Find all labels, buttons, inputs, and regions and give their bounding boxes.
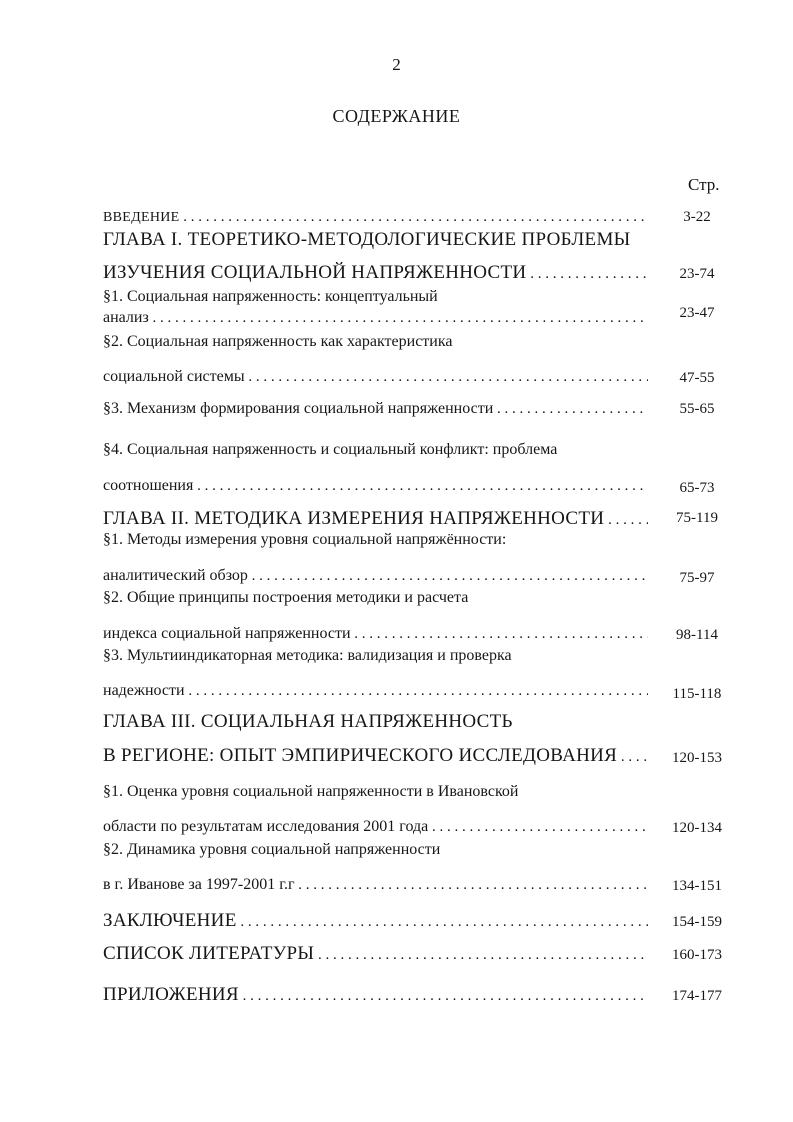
page-title: СОДЕРЖАНИЕ (332, 106, 461, 126)
toc-ch2-s2-pages: 98-114 (676, 627, 718, 643)
toc-appendices-pages: 174-177 (672, 988, 722, 1004)
toc-chapter3-pages: 120-153 (672, 750, 722, 766)
toc-ch1-s2-line2: социальной системы . . . (103, 368, 648, 386)
toc-ch3-s2-pages: 134-151 (672, 878, 722, 894)
toc-ch1-s4-pages: 65-73 (679, 480, 715, 496)
toc-ch1-s1-line2: анализ . . . (103, 309, 648, 327)
toc-ch3-s2-line2: в г. Иванове за 1997-2001 г.г . . . (103, 876, 648, 894)
toc-ch3-s2-line1: §2. Динамика уровня социальной напряженности (103, 841, 441, 858)
toc-ch2-s1-line2: аналитический обзор . . . (103, 567, 648, 585)
page-number: 2 (392, 55, 401, 74)
toc-ch1-s1-line1: §1. Социальная напряженность: концептуальный (103, 288, 438, 305)
toc-ch2-s2-line1: §2. Общие принципы построения методики и расчета (103, 589, 469, 606)
toc-ch2-s1-line1: §1. Методы измерения уровня социальной напряжённости: (103, 531, 507, 548)
toc-chapter2-line1: ГЛАВА II. МЕТОДИКА ИЗМЕРЕНИЯ НАПРЯЖЕННОСТИ . . . (103, 508, 648, 530)
toc-intro-pages: 3-22 (683, 209, 711, 225)
toc-references-pages: 160-173 (672, 947, 722, 963)
toc-chapter2-pages: 75-119 (676, 510, 718, 526)
toc-ch2-s3-line2: надежности . . . (103, 682, 648, 700)
toc-ch1-s3-pages: 55-65 (679, 401, 715, 417)
toc-intro: ВВЕДЕНИЕ . . . (103, 209, 648, 226)
toc-chapter3-line2: В РЕГИОНЕ: ОПЫТ ЭМПИРИЧЕСКОГО ИССЛЕДОВАНИЯ . . . (103, 745, 648, 767)
toc-ch3-s1-pages: 120-134 (672, 820, 722, 836)
toc-conclusion-pages: 154-159 (672, 914, 722, 930)
toc-ch1-s2-pages: 47-55 (679, 370, 715, 386)
toc-conclusion: ЗАКЛЮЧЕНИЕ . . . (103, 910, 648, 932)
pages-column-header: Стр. (688, 175, 720, 194)
toc-ch2-s2-line2: индекса социальной напряженности . . . (103, 625, 648, 643)
toc-ch2-s1-pages: 75-97 (679, 570, 715, 586)
toc-ch1-s2-line1: §2. Социальная напряженность как характеристика (103, 333, 453, 350)
toc-chapter1-pages: 23-74 (679, 266, 715, 282)
toc-ch2-s3-pages: 115-118 (672, 686, 722, 702)
toc-chapter1-line2: ИЗУЧЕНИЯ СОЦИАЛЬНОЙ НАПРЯЖЕННОСТИ . . . (103, 262, 648, 284)
toc-ch3-s1-line2: области по результатам исследования 2001 года . . . (103, 818, 648, 836)
toc-ch1-s1-pages: 23-47 (679, 305, 715, 321)
toc-ch2-s3-line1: §3. Мультииндикаторная методика: валидизация и проверка (103, 647, 512, 664)
toc-appendices: ПРИЛОЖЕНИЯ . . . (103, 984, 648, 1006)
toc-chapter3-line1: ГЛАВА III. СОЦИАЛЬНАЯ НАПРЯЖЕННОСТЬ (103, 711, 513, 732)
toc-ch3-s1-line1: §1. Оценка уровня социальной напряженности в Ивановской (103, 783, 519, 800)
toc-ch1-s3-line1: §3. Механизм формирования социальной напряженности . . . (103, 400, 648, 418)
toc-references: СПИСОК ЛИТЕРАТУРЫ . . . (103, 943, 648, 965)
toc-ch1-s4-line1: §4. Социальная напряженность и социальный конфликт: проблема (103, 441, 558, 458)
toc-ch1-s4-line2: соотношения . . . (103, 477, 648, 495)
toc-chapter1-line1: ГЛАВА I. ТЕОРЕТИКО-МЕТОДОЛОГИЧЕСКИЕ ПРОБЛЕМЫ (103, 229, 631, 250)
